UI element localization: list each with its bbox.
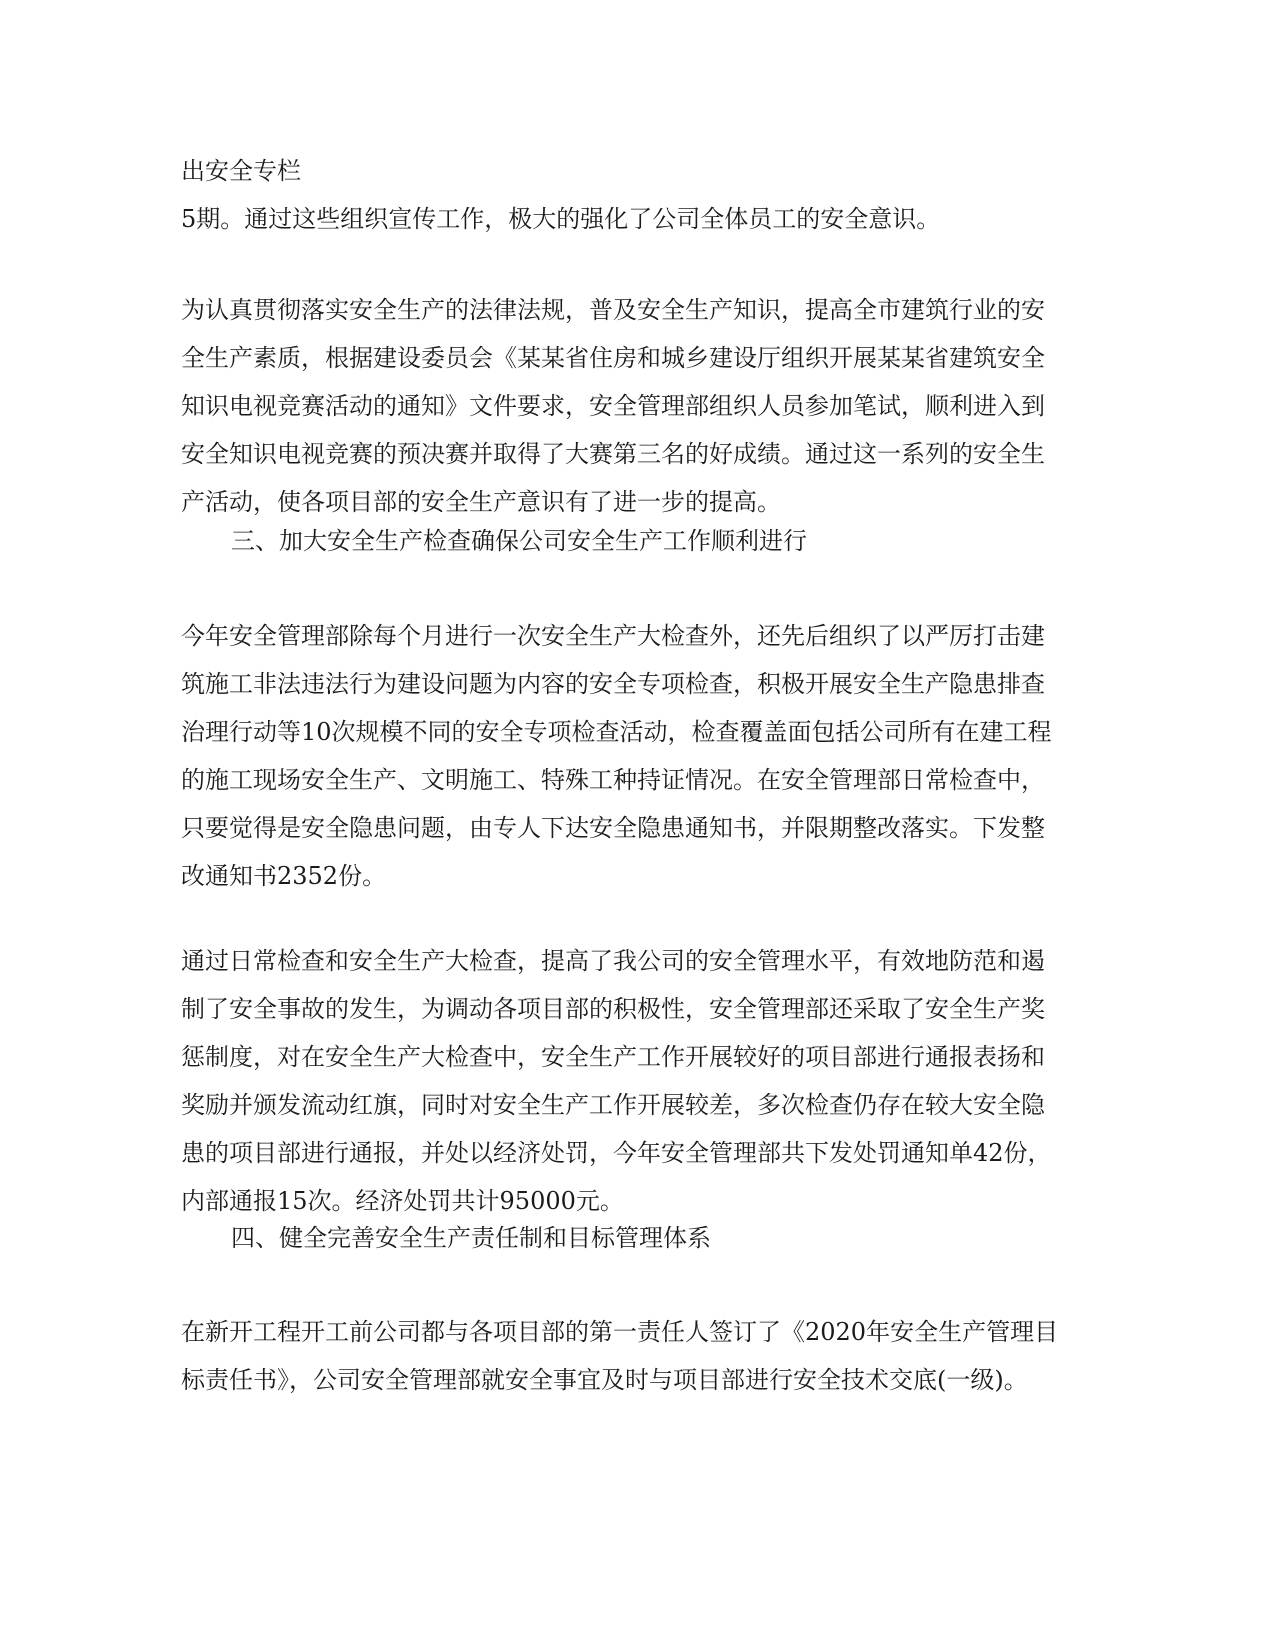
text-line: 知识电视竞赛活动的通知》文件要求，安全管理部组织人员参加笔试，顺利进入到 — [181, 392, 1045, 420]
text-line: 只要觉得是安全隐患问题，由专人下达安全隐患通知书，并限期整改落实。下发整 — [181, 814, 1045, 842]
text-line: 出安全专栏 — [181, 157, 301, 185]
text-line: 惩制度，对在安全生产大检查中，安全生产工作开展较好的项目部进行通报表扬和 — [181, 1043, 1045, 1071]
text-line: 为认真贯彻落实安全生产的法律法规，普及安全生产知识，提高全市建筑行业的安 — [181, 296, 1045, 324]
paragraph-responsibility — [181, 1308, 1081, 1404]
text-line: 改通知书2352份。 — [181, 862, 387, 890]
text-line: 通过日常检查和安全生产大检查，提高了我公司的安全管理水平，有效地防范和遏 — [181, 947, 1045, 975]
text-line: 患的项目部进行通报，并处以经济处罚，今年安全管理部共下发处罚通知单42份， — [181, 1139, 1052, 1167]
text-line: 内部通报15次。经济处罚共计95000元。 — [181, 1187, 624, 1215]
text-line: 制了安全事故的发生，为调动各项目部的积极性，安全管理部还采取了安全生产奖 — [181, 995, 1045, 1023]
text-line: 产活动，使各项目部的安全生产意识有了进一步的提高。 — [181, 488, 781, 516]
text-line: 在新开工程开工前公司都与各项目部的第一责任人签订了《2020年安全生产管理目 — [181, 1318, 1059, 1346]
text-line: 标责任书》，公司安全管理部就安全事宜及时与项目部进行安全技术交底(一级)。 — [181, 1366, 1028, 1394]
paragraph-competition — [181, 286, 1081, 526]
text-line: 的施工现场安全生产、文明施工、特殊工种持证情况。在安全管理部日常检查中， — [181, 766, 1045, 794]
text-line: 全生产素质，根据建设委员会《某某省住房和城乡建设厅组织开展某某省建筑安全 — [181, 344, 1045, 372]
text-line: 今年安全管理部除每个月进行一次安全生产大检查外，还先后组织了以严厉打击建 — [181, 622, 1045, 650]
text-line: 筑施工非法违法行为建设问题为内容的安全专项检查，积极开展安全生产隐患排查 — [181, 670, 1045, 698]
text-line: 安全知识电视竞赛的预决赛并取得了大赛第三名的好成绩。通过这一系列的安全生 — [181, 440, 1045, 468]
intro-block — [181, 147, 1081, 243]
paragraph-inspection — [181, 612, 1081, 900]
paragraph-rewards — [181, 937, 1081, 1225]
section-heading-3: 三、加大安全生产检查确保公司安全生产工作顺利进行 — [231, 527, 807, 555]
text-line: 5期。通过这些组织宣传工作，极大的强化了公司全体员工的安全意识。 — [181, 205, 941, 233]
text-line: 奖励并颁发流动红旗，同时对安全生产工作开展较差，多次检查仍存在较大安全隐 — [181, 1091, 1045, 1119]
section-heading-4: 四、健全完善安全生产责任制和目标管理体系 — [231, 1224, 711, 1252]
text-line: 治理行动等10次规模不同的安全专项检查活动，检查覆盖面包括公司所有在建工程 — [181, 718, 1052, 746]
